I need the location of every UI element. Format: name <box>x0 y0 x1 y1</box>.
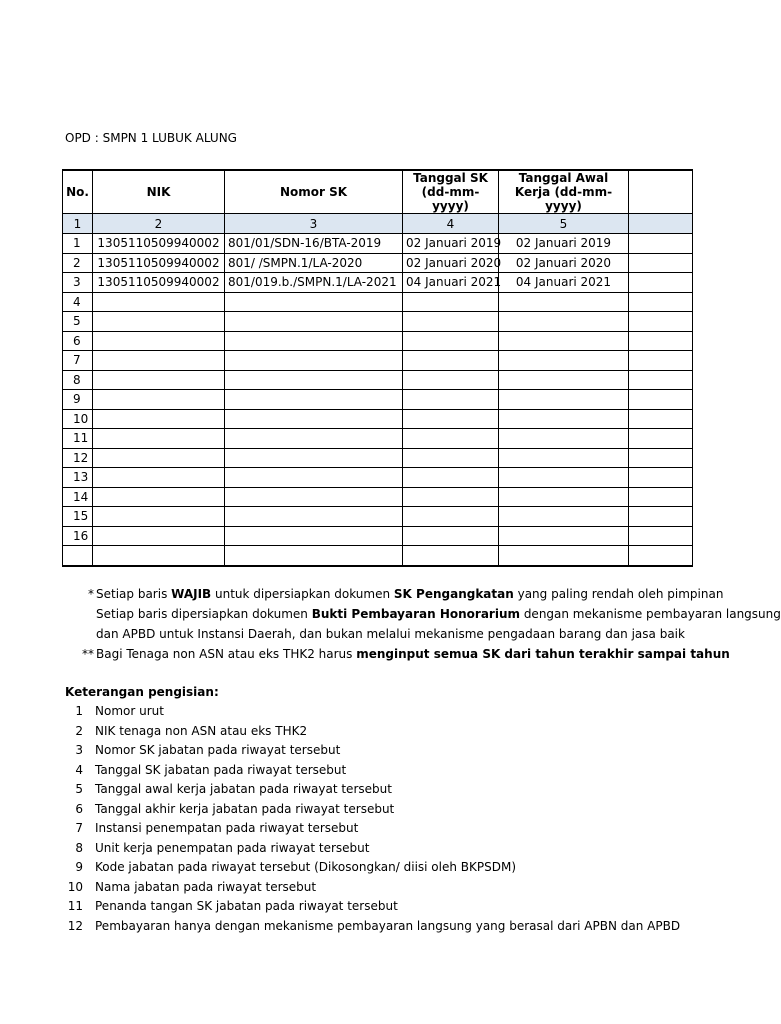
cell-no[interactable]: 5 <box>63 312 93 332</box>
keterangan-item-number: 12 <box>67 918 83 933</box>
cell-no[interactable]: 13 <box>63 468 93 488</box>
keterangan-item <box>65 800 630 820</box>
cell-tanggal-sk[interactable] <box>403 351 499 371</box>
column-number: 1 <box>63 214 93 234</box>
table-row <box>63 468 693 488</box>
keterangan-item-text: Pembayaran hanya dengan mekanisme pembayaran langsung yang berasal dari APBN dan APBD <box>95 918 681 933</box>
table-row <box>63 312 693 332</box>
cell-tanggal-awal-kerja[interactable] <box>499 331 629 351</box>
table-row <box>63 253 693 273</box>
keterangan-section <box>65 682 681 936</box>
header-nomor-sk: Nomor SK <box>225 170 403 214</box>
cell-tanggal-awal-kerja[interactable] <box>499 292 629 312</box>
cell-nik[interactable]: 1305110509940002 <box>93 253 225 273</box>
column-number: 5 <box>499 214 629 234</box>
cell-tanggal-sk[interactable] <box>403 390 499 410</box>
table-row <box>63 487 693 507</box>
table-row <box>63 409 693 429</box>
cell-no[interactable]: 8 <box>63 370 93 390</box>
cell-no[interactable]: 14 <box>63 487 93 507</box>
table-row <box>63 546 693 566</box>
note-emphasis: WAJIB <box>171 587 212 601</box>
cell-nomor-sk[interactable]: 801/ /SMPN.1/LA-2020 <box>225 253 403 273</box>
cell-tanggal-sk[interactable]: 02 Januari 2019 <box>403 234 499 254</box>
opd-label: OPD : SMPN 1 LUBUK ALUNG <box>65 131 237 145</box>
cell-overflow <box>629 468 693 488</box>
note-line-1 <box>76 584 724 604</box>
cell-no[interactable]: 15 <box>63 507 93 527</box>
table-row <box>63 292 693 312</box>
cell-no[interactable] <box>63 546 93 566</box>
cell-nomor-sk[interactable] <box>225 390 403 410</box>
table-row <box>63 351 693 371</box>
keterangan-item-number: 5 <box>75 782 83 796</box>
cell-no[interactable]: 16 <box>63 526 93 546</box>
keterangan-item <box>65 839 630 859</box>
cell-tanggal-sk[interactable] <box>403 409 499 429</box>
header-nik: NIK <box>93 170 225 214</box>
keterangan-item-text: Tanggal akhir kerja jabatan pada riwayat tersebut <box>95 801 395 816</box>
cell-nik[interactable]: 1305110509940002 <box>93 234 225 254</box>
cell-nomor-sk[interactable] <box>225 546 403 566</box>
cell-tanggal-awal-kerja[interactable] <box>499 312 629 332</box>
cell-tanggal-awal-kerja[interactable] <box>499 370 629 390</box>
column-number-row <box>63 214 693 234</box>
note-text: dan APBD untuk Instansi Daerah, dan bukan melalui mekanisme pengadaan barang dan jasa baik <box>96 627 685 641</box>
cell-no[interactable]: 4 <box>63 292 93 312</box>
keterangan-item <box>65 702 630 722</box>
keterangan-item-number: 8 <box>75 840 83 855</box>
table-row <box>63 370 693 390</box>
cell-tanggal-awal-kerja[interactable]: 04 Januari 2021 <box>499 273 629 293</box>
cell-tanggal-sk[interactable] <box>403 448 499 468</box>
cell-tanggal-awal-kerja[interactable] <box>499 507 629 527</box>
cell-no[interactable]: 6 <box>63 331 93 351</box>
cell-nomor-sk[interactable] <box>225 507 403 527</box>
note-emphasis: menginput semua SK dari tahun terakhir sampai tahun <box>356 647 730 661</box>
cell-nomor-sk[interactable]: 801/01/SDN-16/BTA-2019 <box>225 234 403 254</box>
keterangan-item-number: 3 <box>75 743 83 757</box>
cell-no[interactable]: 1 <box>63 234 93 254</box>
keterangan-item <box>65 858 630 878</box>
cell-nik[interactable] <box>93 409 225 429</box>
keterangan-item <box>65 897 630 917</box>
cell-tanggal-sk[interactable] <box>403 507 499 527</box>
keterangan-item-text: Nomor urut <box>95 704 164 718</box>
cell-tanggal-awal-kerja[interactable] <box>499 351 629 371</box>
column-number: 2 <box>93 214 225 234</box>
cell-overflow <box>629 292 693 312</box>
cell-tanggal-awal-kerja[interactable] <box>499 546 629 566</box>
keterangan-item-text: Instansi penempatan pada riwayat tersebut <box>95 821 359 835</box>
cell-nik[interactable] <box>93 468 225 488</box>
column-number: 4 <box>403 214 499 234</box>
note-marker: * <box>88 587 94 601</box>
cell-no[interactable]: 11 <box>63 429 93 449</box>
cell-no[interactable]: 10 <box>63 409 93 429</box>
cell-tanggal-sk[interactable] <box>403 292 499 312</box>
note-text: Setiap baris dipersiapkan dokumen <box>96 607 312 621</box>
cell-overflow <box>629 253 693 273</box>
note-emphasis: Bukti Pembayaran Honorarium <box>311 607 520 621</box>
cell-nomor-sk[interactable] <box>225 429 403 449</box>
header-tanggal-sk: Tanggal SK (dd-mm-yyyy) <box>403 170 499 214</box>
cell-nik[interactable] <box>93 351 225 371</box>
keterangan-item <box>65 917 681 937</box>
cell-overflow <box>629 351 693 371</box>
column-number: 3 <box>225 214 403 234</box>
header-tanggal-awal-kerja: Tanggal Awal Kerja (dd-mm-yyyy) <box>499 170 629 214</box>
table-row <box>63 234 693 254</box>
keterangan-item-text: NIK tenaga non ASN atau eks THK2 <box>95 723 308 738</box>
cell-overflow <box>629 507 693 527</box>
cell-nik[interactable] <box>93 546 225 566</box>
header-no: No. <box>63 170 93 214</box>
table-row <box>63 429 693 449</box>
keterangan-title: Keterangan pengisian: <box>65 685 219 699</box>
note-line-2 <box>76 604 781 624</box>
cell-nik[interactable] <box>93 487 225 507</box>
cell-nik[interactable] <box>93 331 225 351</box>
cell-tanggal-sk[interactable] <box>403 429 499 449</box>
cell-tanggal-sk[interactable] <box>403 487 499 507</box>
keterangan-item-number: 7 <box>75 821 83 835</box>
header-overflow <box>629 170 693 214</box>
keterangan-item-number: 2 <box>75 723 83 738</box>
cell-tanggal-awal-kerja[interactable] <box>499 429 629 449</box>
cell-tanggal-awal-kerja[interactable]: 02 Januari 2020 <box>499 253 629 273</box>
keterangan-item-text: Unit kerja penempatan pada riwayat tersebut <box>95 840 370 855</box>
table-header-row <box>63 170 693 214</box>
cell-nomor-sk[interactable] <box>225 487 403 507</box>
cell-nik[interactable] <box>93 526 225 546</box>
cell-tanggal-sk[interactable] <box>403 468 499 488</box>
cell-nik[interactable] <box>93 429 225 449</box>
keterangan-item <box>65 819 630 839</box>
cell-no[interactable]: 12 <box>63 448 93 468</box>
cell-overflow <box>629 312 693 332</box>
cell-tanggal-awal-kerja[interactable] <box>499 487 629 507</box>
cell-tanggal-sk[interactable] <box>403 312 499 332</box>
keterangan-item-number: 1 <box>75 704 83 718</box>
cell-overflow <box>629 390 693 410</box>
keterangan-item-text: Tanggal SK jabatan pada riwayat tersebut <box>95 762 347 777</box>
cell-nomor-sk[interactable]: 801/019.b./SMPN.1/LA-2021 <box>225 273 403 293</box>
note-line-3 <box>76 624 685 644</box>
note-marker: ** <box>82 647 94 661</box>
note-line-4 <box>76 644 730 664</box>
cell-overflow <box>629 546 693 566</box>
note-text: yang paling rendah oleh pimpinan <box>513 587 724 601</box>
cell-nik[interactable] <box>93 390 225 410</box>
cell-overflow <box>629 487 693 507</box>
keterangan-item-number: 6 <box>75 801 83 816</box>
sk-table-container <box>62 169 630 567</box>
cell-overflow <box>629 370 693 390</box>
cell-no[interactable]: 2 <box>63 253 93 273</box>
cell-nik[interactable] <box>93 448 225 468</box>
keterangan-item <box>65 878 630 898</box>
cell-no[interactable]: 7 <box>63 351 93 371</box>
cell-tanggal-sk[interactable] <box>403 331 499 351</box>
keterangan-item-text: Tanggal awal kerja jabatan pada riwayat tersebut <box>95 782 392 796</box>
keterangan-item <box>65 761 630 781</box>
cell-overflow <box>629 526 693 546</box>
table-row <box>63 273 693 293</box>
cell-no[interactable]: 3 <box>63 273 93 293</box>
keterangan-item-text: Nama jabatan pada riwayat tersebut <box>95 879 317 894</box>
cell-nik[interactable] <box>93 312 225 332</box>
cell-tanggal-awal-kerja[interactable] <box>499 468 629 488</box>
cell-tanggal-sk[interactable] <box>403 526 499 546</box>
note-text: Bagi Tenaga non ASN atau eks THK2 harus <box>96 647 357 661</box>
cell-overflow <box>629 331 693 351</box>
cell-overflow <box>629 234 693 254</box>
table-row <box>63 331 693 351</box>
note-text: Setiap baris <box>96 587 172 601</box>
cell-overflow <box>629 273 693 293</box>
cell-no[interactable]: 9 <box>63 390 93 410</box>
keterangan-item-text: Kode jabatan pada riwayat tersebut (Dikosongkan/ diisi oleh BKPSDM) <box>95 860 517 874</box>
cell-tanggal-awal-kerja[interactable] <box>499 526 629 546</box>
cell-nomor-sk[interactable] <box>225 468 403 488</box>
keterangan-item <box>65 741 630 761</box>
cell-overflow <box>629 448 693 468</box>
cell-tanggal-sk[interactable] <box>403 546 499 566</box>
note-text: untuk dipersiapkan dokumen <box>211 587 394 601</box>
keterangan-item-number: 4 <box>75 762 83 777</box>
cell-tanggal-sk[interactable]: 02 Januari 2020 <box>403 253 499 273</box>
cell-nik[interactable] <box>93 507 225 527</box>
keterangan-item-number: 10 <box>67 879 83 894</box>
cell-tanggal-awal-kerja[interactable]: 02 Januari 2019 <box>499 234 629 254</box>
cell-nomor-sk[interactable] <box>225 370 403 390</box>
keterangan-item-number: 9 <box>75 860 83 874</box>
column-number <box>629 214 693 234</box>
cell-tanggal-awal-kerja[interactable] <box>499 448 629 468</box>
note-emphasis: SK Pengangkatan <box>393 587 514 601</box>
keterangan-item-text: Nomor SK jabatan pada riwayat tersebut <box>95 743 341 757</box>
cell-tanggal-sk[interactable] <box>403 370 499 390</box>
table-row <box>63 507 693 527</box>
keterangan-list <box>65 702 681 936</box>
table-row <box>63 390 693 410</box>
table-row <box>63 448 693 468</box>
notes-block <box>76 584 781 664</box>
cell-nomor-sk[interactable] <box>225 292 403 312</box>
cell-nomor-sk[interactable] <box>225 312 403 332</box>
table-row <box>63 526 693 546</box>
sk-table <box>62 169 693 567</box>
note-text: dengan mekanisme pembayaran langsung <box>520 607 781 621</box>
cell-tanggal-sk[interactable]: 04 Januari 2021 <box>403 273 499 293</box>
cell-nomor-sk[interactable] <box>225 351 403 371</box>
cell-overflow <box>629 429 693 449</box>
cell-nik[interactable]: 1305110509940002 <box>93 273 225 293</box>
cell-overflow <box>629 409 693 429</box>
cell-nik[interactable] <box>93 370 225 390</box>
cell-tanggal-awal-kerja[interactable] <box>499 390 629 410</box>
cell-nomor-sk[interactable] <box>225 448 403 468</box>
keterangan-item-text: Penanda tangan SK jabatan pada riwayat tersebut <box>95 899 398 913</box>
cell-nomor-sk[interactable] <box>225 409 403 429</box>
cell-nik[interactable] <box>93 292 225 312</box>
keterangan-item <box>65 780 630 800</box>
cell-nomor-sk[interactable] <box>225 526 403 546</box>
cell-nomor-sk[interactable] <box>225 331 403 351</box>
keterangan-item-number: 11 <box>67 899 83 913</box>
keterangan-item <box>65 722 630 742</box>
cell-tanggal-awal-kerja[interactable] <box>499 409 629 429</box>
